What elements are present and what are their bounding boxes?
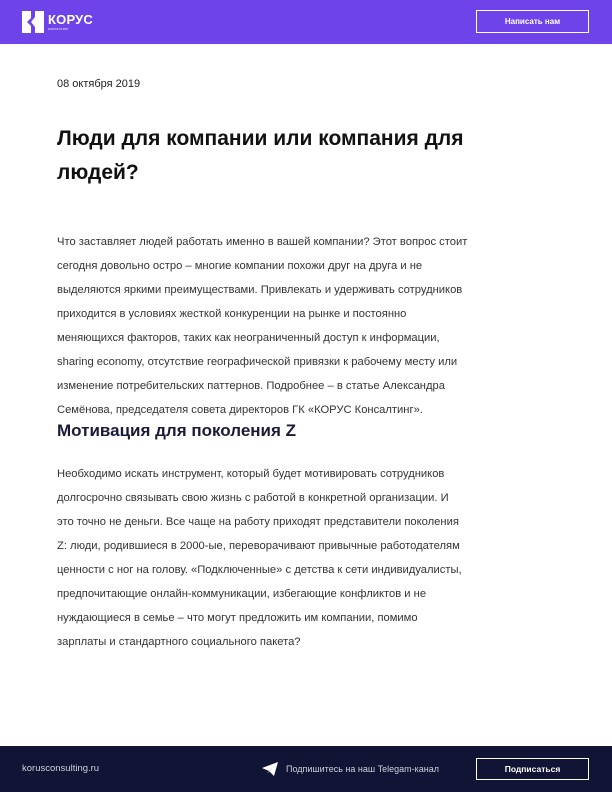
contact-us-button[interactable]: Написать нам [476,10,589,33]
paragraph-line: Что заставляет людей работать именно в вашей компании? Этот вопрос стоит [57,236,468,248]
paragraph-line: Z: люди, родившиеся в 2000-ые, переворачивают привычные работодателям [57,540,460,552]
paragraph-line: нуждающиеся в семье – что могут предложить им компании, помимо [57,612,418,624]
paragraph-line: Семёнова, председателя совета директоров ГК «КОРУС Консалтинг». [57,404,423,416]
paragraph-line: зарплаты и стандартного социального пакета? [57,636,301,648]
section-paragraph [57,462,567,654]
paragraph-line: меняющихся факторов, таких как неограниченный доступ к информации, [57,332,440,344]
paragraph-line: приходится в условиях жесткой конкуренции на рынке и постоянно [57,308,407,320]
telegram-icon [262,762,278,776]
paragraph-line: sharing economy, отсутствие географической привязки к рабочему месту или [57,356,458,368]
logo[interactable] [22,11,93,33]
site-link[interactable]: korusconsulting.ru [22,763,100,774]
logo-title: КОРУС [48,11,94,27]
paragraph-line: предпочитающие онлайн-коммуникации, избегающие конфликтов и не [57,588,427,600]
paragraph-line: сегодня довольно остро – многие компании похожи друг на друга и не [57,260,423,272]
header [0,0,612,44]
title-line: Люди для компании или компания для [57,127,464,150]
article-date: 08 октября 2019 [57,78,141,90]
subscribe-button[interactable]: Подписаться [476,758,589,780]
footer [0,746,612,792]
logo-subtitle: консалтинг [48,26,69,31]
paragraph-line: долгосрочно связывать свою жизнь с работой в конкретной организации. И [57,492,449,504]
telegram-link[interactable]: Подпишитесь на наш Telegam-канал [286,764,439,774]
paragraph-line: Необходимо искать инструмент, который будет мотивировать сотрудников [57,468,445,480]
korus-logo-icon [22,11,44,33]
title-line: людей? [57,161,139,184]
paragraph-line: это точно не деньги. Все чаще на работу приходят представители поколения [57,516,459,528]
paragraph-line: изменение потребительских паттернов. Подробнее – в статье Александра [57,380,445,392]
paragraph-line: ценности с ног на голову. «Подключенные» с детства к сети индивидуалисты, [57,564,462,576]
intro-paragraph [57,230,567,422]
section-title: Мотивация для поколения Z [57,421,297,440]
paragraph-line: выделяются яркими преимуществами. Привлекать и удерживать сотрудников [57,284,463,296]
article-title [57,122,577,190]
